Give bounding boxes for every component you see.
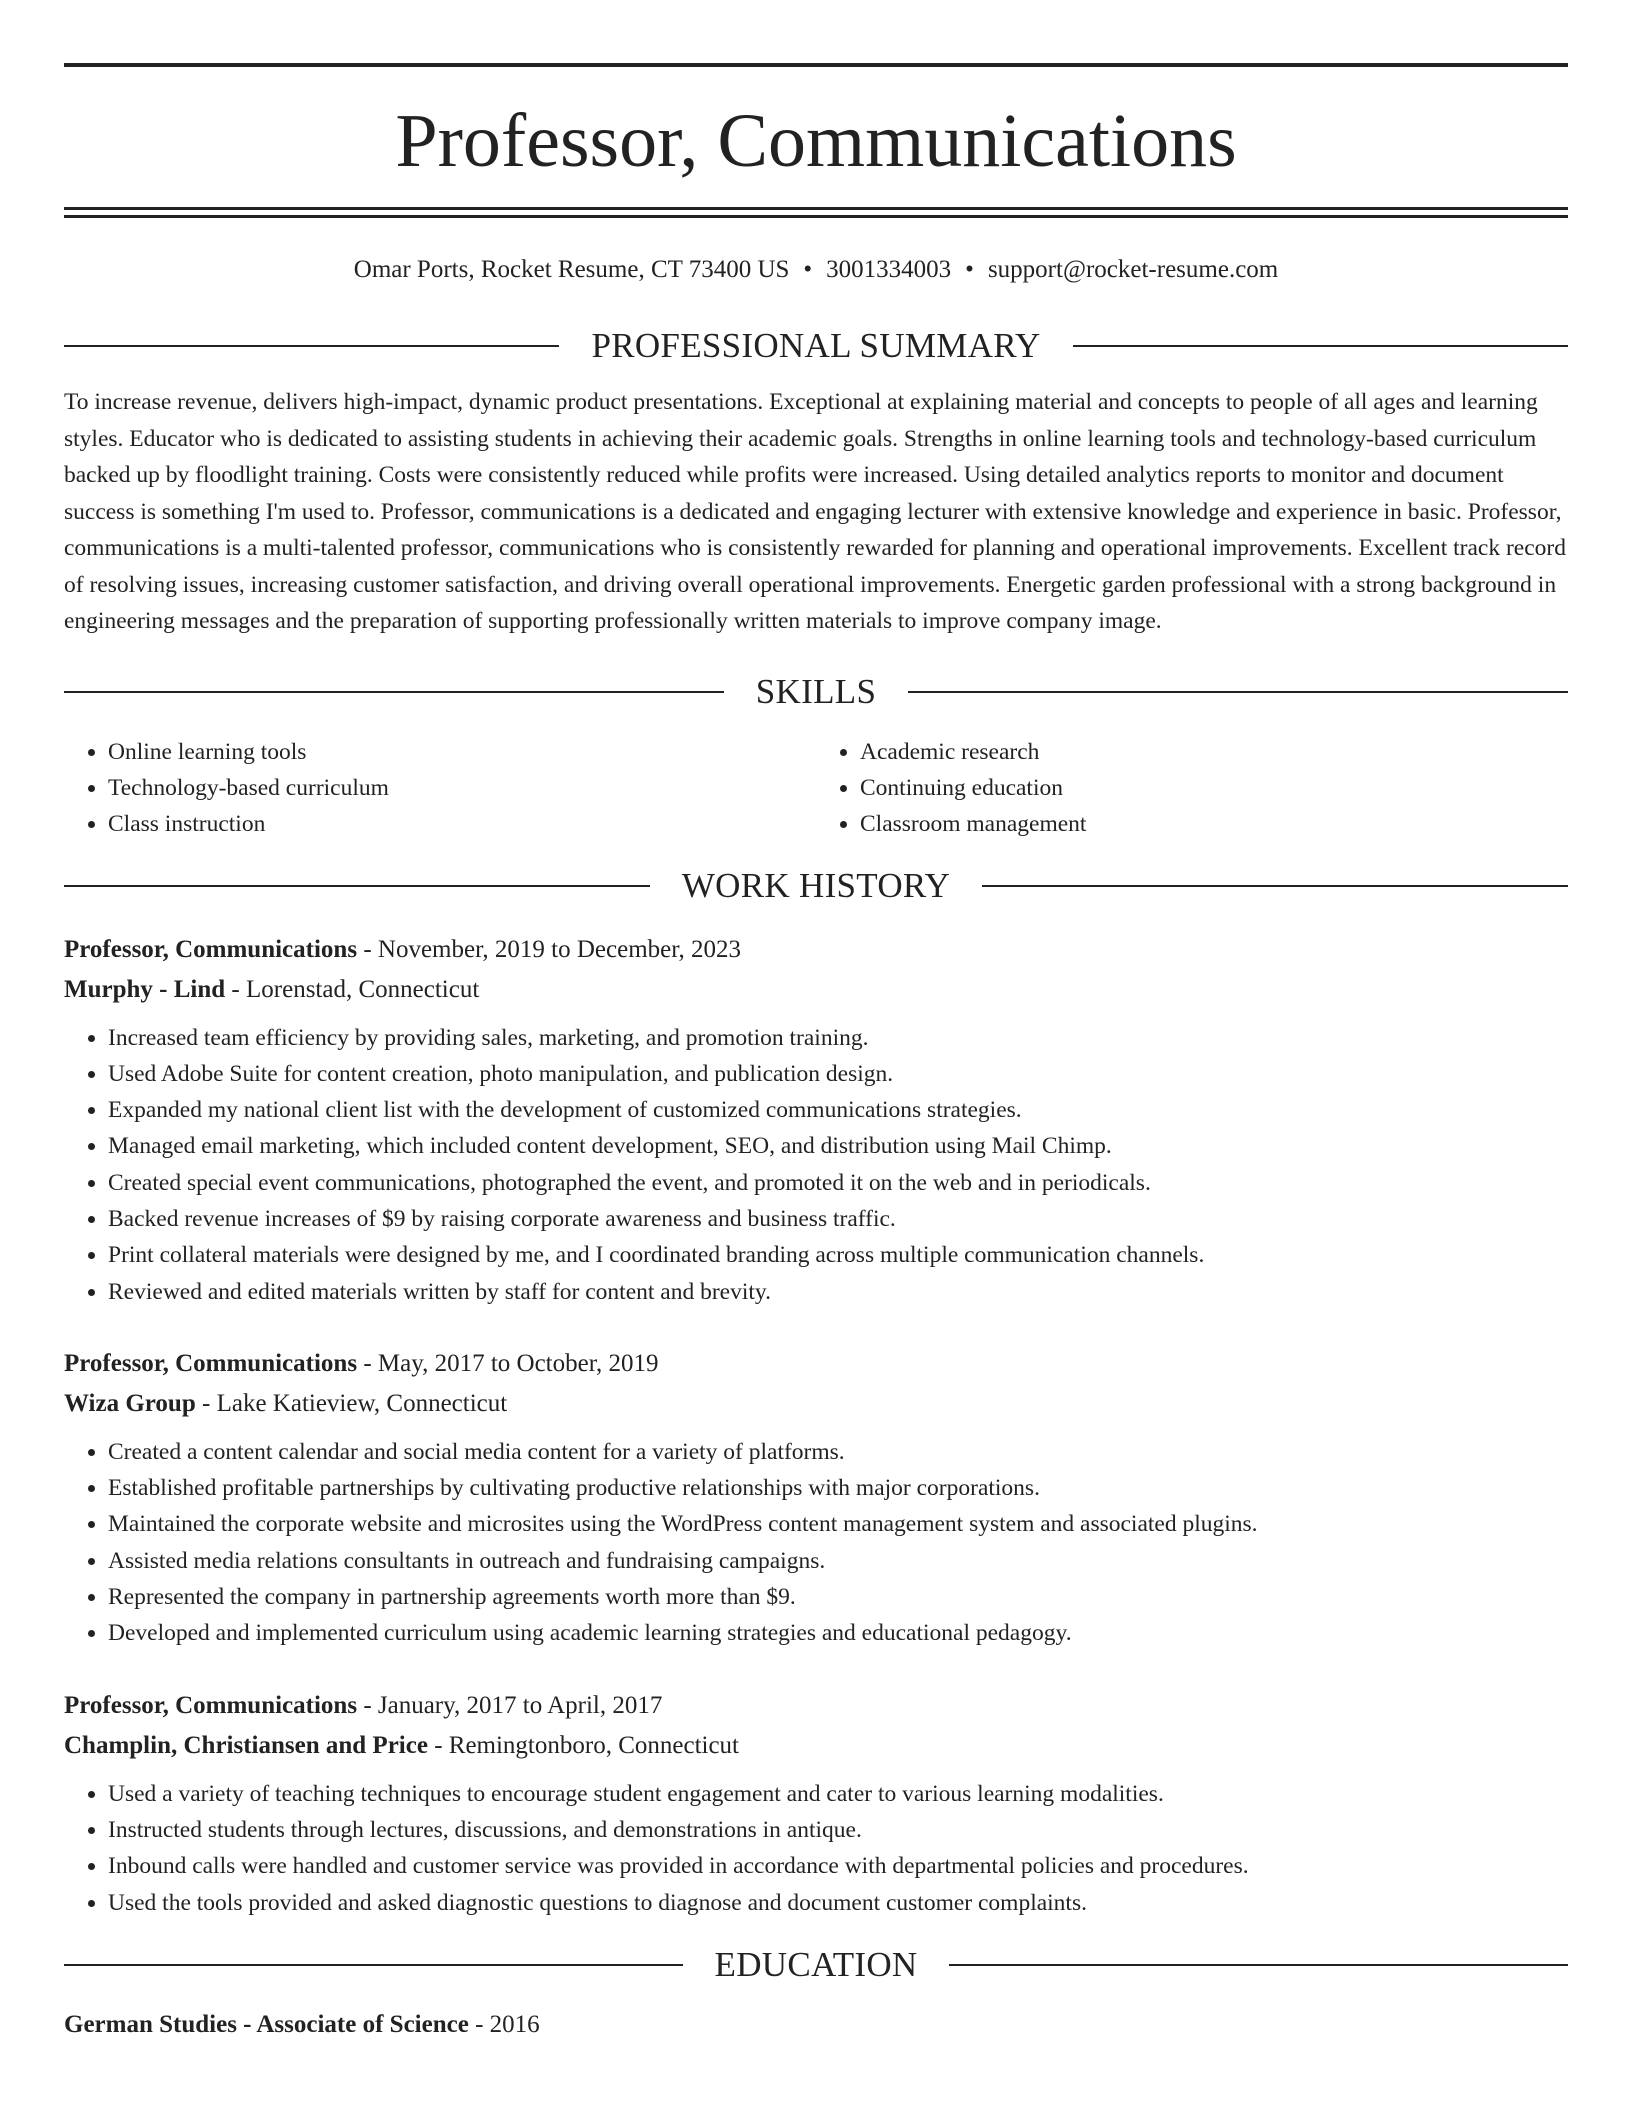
heading-rule-right [1073,345,1568,347]
education-year: - 2016 [468,2010,540,2038]
job-dates: - January, 2017 to April, 2017 [357,1691,663,1719]
job-entry [64,1686,1568,1921]
summary-paragraph: To increase revenue, delivers high-impact, dynamic product presentations. Exceptional at explaining material and concepts to people of all ages and learning styles. Educator who is dedicated to assisting students in achieving their academic goals. Strengths in online learning tools and technology-based curriculum backed up by floodlight training. Costs were consistently reduced while profits were increased. Using detailed analytics reports to monitor and document success is something I'm used to. Professor, communications is a dedicated and engaging lecturer with extensive knowledge and experience in basic. Professor, communications is a multi-talented professor, communications who is consistently rewarded for planning and operational improvements. Excellent track record of resolving issues, increasing customer satisfaction, and driving overall operational improvements. Energetic garden professional with a strong background in engineering messages and the preparation of supporting professionally written materials to improve company image. [64,389,1566,634]
heading-rule-left [64,345,559,347]
section-heading-work [64,864,1568,908]
job-location: - Remingtonboro, Connecticut [427,1731,739,1759]
skill-item: • Continuing education [860,770,1568,806]
job-bullet: • Reviewed and edited materials written by staff for content and brevity. [108,1274,1568,1310]
job-dates: - May, 2017 to October, 2019 [357,1349,659,1377]
job-bullet: • Inbound calls were handled and customer service was provided in accordance with departmental policies and procedures. [108,1848,1568,1884]
contact-separator: • [965,256,974,283]
skills-list [64,734,1568,842]
heading-rule-right [908,691,1568,693]
job-bullet: • Created a content calendar and social media content for a variety of platforms. [108,1434,1568,1470]
job-bullet: • Created special event communications, photographed the event, and promoted it on the web and in periodicals. [108,1165,1568,1201]
section-heading-education [64,1943,1568,1987]
skill-item: • Academic research [860,734,1568,770]
job-company: Champlin, Christiansen and Price [64,1731,428,1759]
job-bullet: • Used a variety of teaching techniques to encourage student engagement and cater to various learning modalities. [108,1776,1568,1812]
job-company-line [64,970,1568,1010]
skill-item: • Technology-based curriculum [108,770,816,806]
job-title-line [64,1344,1568,1384]
job-bullet: • Assisted media relations consultants in outreach and fundraising campaigns. [108,1543,1568,1579]
job-bullet: • Print collateral materials were designed by me, and I coordinated branding across multiple communication channels. [108,1237,1568,1273]
job-bullet: • Developed and implemented curriculum using academic learning strategies and educational pedagogy. [108,1615,1568,1651]
job-bullets [64,1020,1568,1310]
section-title: WORK HISTORY [681,865,951,905]
skill-item: • Classroom management [860,806,1568,842]
contact-email: support@rocket-resume.com [987,256,1279,283]
contact-address: Omar Ports, Rocket Resume, CT 73400 US [353,256,790,283]
job-company-line [64,1384,1568,1424]
heading-rule-right [982,885,1568,887]
job-bullet: • Established profitable partnerships by cultivating productive relationships with major corporations. [108,1470,1568,1506]
job-bullets [64,1776,1568,1921]
job-bullet: • Instructed students through lectures, discussions, and demonstrations in antique. [108,1812,1568,1848]
top-rule [64,63,1568,67]
title-double-rule [64,207,1568,218]
job-bullet: • Represented the company in partnership agreements worth more than $9. [108,1579,1568,1615]
heading-rule-left [64,691,724,693]
section-title: SKILLS [755,671,877,711]
job-title: Professor, Communications [64,1349,358,1377]
job-bullet: • Used Adobe Suite for content creation, photo manipulation, and publication design. [108,1056,1568,1092]
job-bullet: • Increased team efficiency by providing sales, marketing, and promotion training. [108,1020,1568,1056]
contact-phone: 3001334003 [826,256,952,283]
job-company: Murphy - Lind [64,975,226,1003]
job-company: Wiza Group [64,1389,196,1417]
contact-line [64,254,1568,286]
job-entry [64,1344,1568,1652]
section-title: EDUCATION [714,1944,918,1984]
skill-item: • Online learning tools [108,734,816,770]
job-bullet: • Used the tools provided and asked diagnostic questions to diagnose and document customer complaints. [108,1885,1568,1921]
job-bullet: • Backed revenue increases of $9 by raising corporate awareness and business traffic. [108,1201,1568,1237]
job-bullets [64,1434,1568,1652]
skills-column-right [816,734,1568,842]
skill-item: • Class instruction [108,806,816,842]
job-title: Professor, Communications [64,1691,358,1719]
section-heading-skills [64,670,1568,714]
job-title-line [64,930,1568,970]
job-bullet: • Expanded my national client list with the development of customized communications strategies. [108,1092,1568,1128]
job-bullet: • Maintained the corporate website and microsites using the WordPress content management system and associated plugins. [108,1506,1568,1542]
job-location: - Lorenstad, Connecticut [225,975,480,1003]
job-entry [64,930,1568,1310]
skills-column-left [64,734,816,842]
job-location: - Lake Katieview, Connecticut [195,1389,508,1417]
job-bullet: • Managed email marketing, which included content development, SEO, and distribution using Mail Chimp. [108,1128,1568,1164]
section-title: PROFESSIONAL SUMMARY [591,326,1041,365]
heading-rule-right [949,1964,1568,1966]
job-title: Professor, Communications [64,935,358,963]
contact-separator: • [803,256,813,283]
job-dates: - November, 2019 to December, 2023 [357,935,742,963]
job-company-line [64,1726,1568,1766]
heading-rule-left [64,1964,683,1966]
resume-title: Professor, Communications [395,99,1237,183]
education-degree: German Studies - Associate of Science [64,2010,469,2038]
heading-rule-left [64,885,650,887]
section-heading-summary [64,324,1568,368]
education-entry [64,2005,1568,2045]
job-title-line [64,1686,1568,1726]
